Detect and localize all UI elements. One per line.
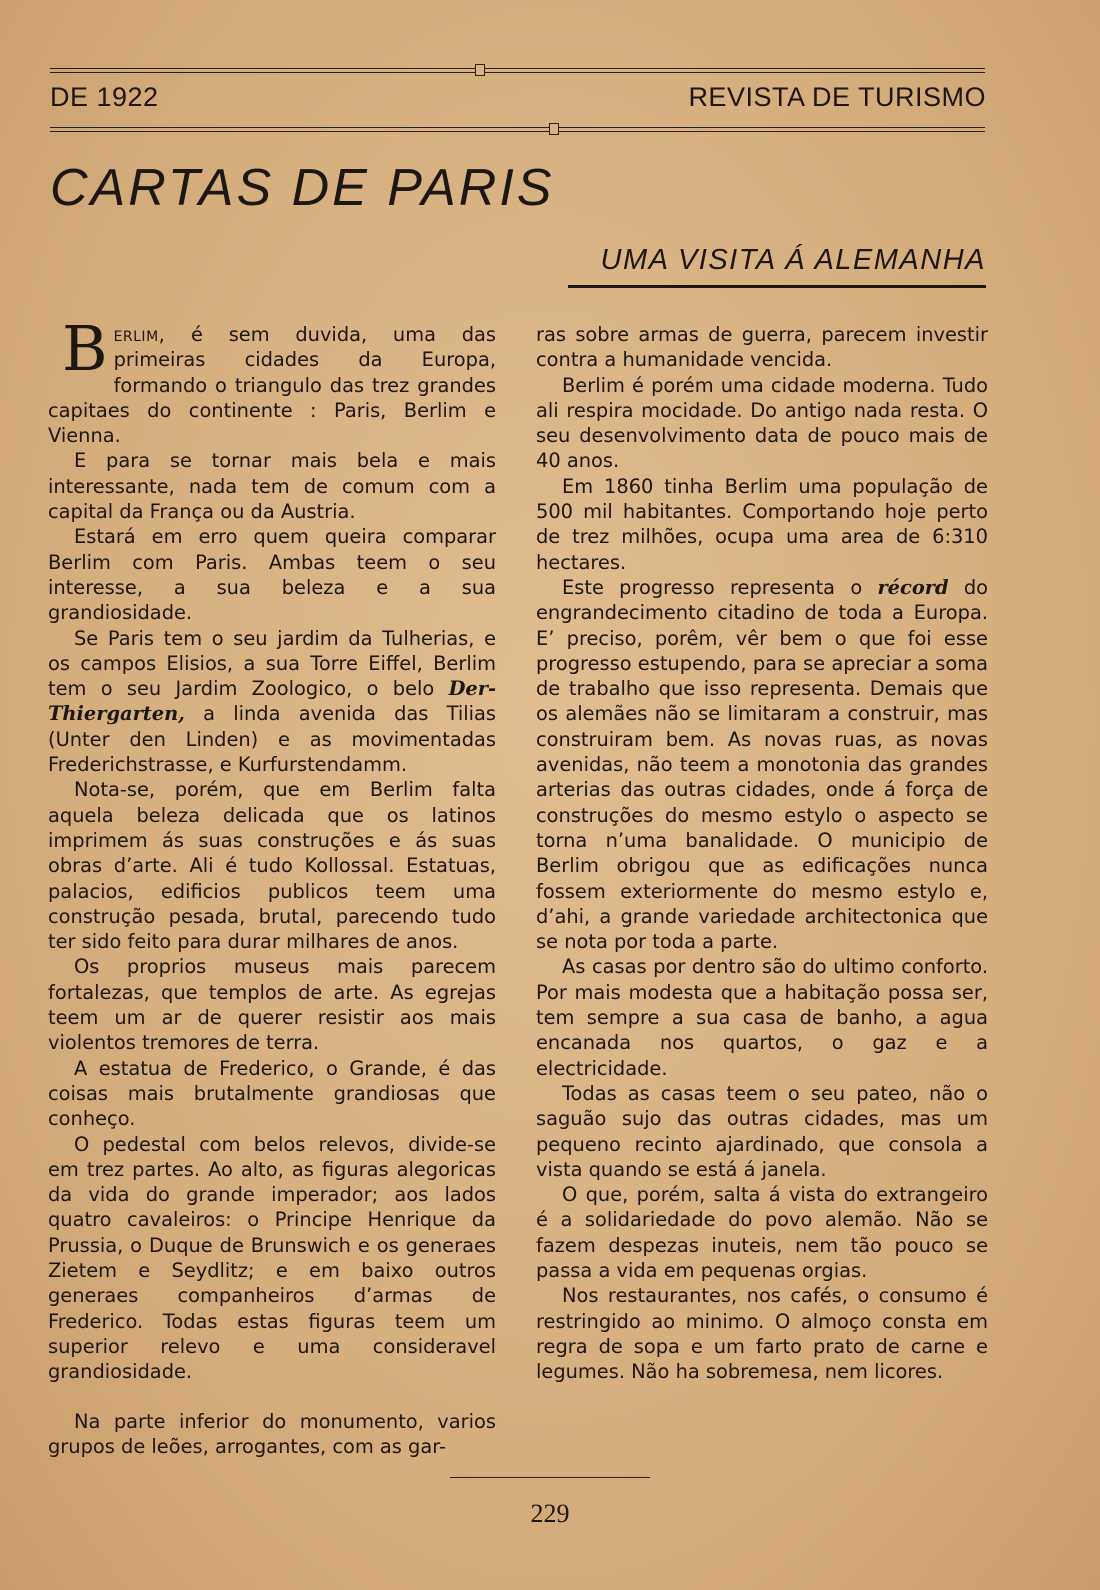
paragraph: Em 1860 tinha Berlim uma população de 500 mil habitantes. Comportando hoje perto de trez milhões, ocupa uma area de 6:310 hectares. [536, 474, 988, 574]
header-date: DE 1922 [50, 82, 159, 112]
emphasis-text: récord [877, 575, 949, 599]
paragraph: O que, porém, salta á vista do extrangeiro é a solidariedade do povo alemão. Não se fazem despezas inuteis, nem tão pouco se passa a vida em pequenas orgias. [536, 1183, 988, 1282]
page-number: 229 [530, 1499, 570, 1528]
paragraph-text: Na parte inferior do monumento, varios grupos de leões, arrogantes, com as gar- [48, 1410, 496, 1459]
paragraph: E para se tornar mais bela e mais interessante, nada tem de comum com a capital da França ou da Austria. [48, 449, 496, 524]
paragraph: Estará em erro quem queira comparar Berlim com Paris. Ambas teem o seu interesse, a sua beleza e a sua grandiosidade. [48, 525, 496, 625]
paragraph-text: Se Paris tem o seu jardim da Tulherias, e os campos Elisios, a sua Torre Eiffel, Berlim tem o seu Jardim Zoologico, o belo [48, 626, 496, 701]
paragraph: Os proprios museus mais parecem fortalezas, que templos de arte. As egrejas teem um ar de querer resistir aos mais violentos tremores de terra. [48, 955, 496, 1055]
paragraph-text: do engrandecimento citadino de toda a Europa. E’ preciso, porêm, vêr bem o que foi esse progresso estupendo, para se apreciar a soma de trabalho que isso representa. Demais que os alemães não se limitaram a construir, mas construiram bem. As novas ruas, as novas avenidas, não teem a monotonia das grandes arterias das outras cidades, onde á força de construções do mesmo estylo o aspecto se torna n’uma banalidade. O municipio de Berlim obrigou que as edificações nunca fossem exteriormente do mesmo estylo e, d’ahi, a grande variedade architectonica que se nota por toda a parte. [536, 575, 988, 954]
paragraph: Nota-se, porém, que em Berlim falta aquela beleza delicada que os latinos imprimem ás suas construções e ás suas obras d’arte. Ali é tudo Kollossal. Estatuas, palacios, edificios publicos teem uma construção pesada, brutal, parecendo tudo ter sido feito para durar milhares de anos. [48, 778, 496, 954]
text-column-left-end [48, 1409, 496, 1460]
header-top-ornament [475, 64, 485, 76]
paragraph-text: Este progresso representa o [562, 575, 878, 599]
text-column-left [48, 312, 496, 1384]
paragraph-continued [536, 322, 988, 373]
paragraph-continued [48, 1409, 496, 1460]
article-title: CARTAS DE PARIS [50, 159, 555, 217]
paragraph: A estatua de Frederico, o Grande, é das coisas mais brutalmente grandiosas que conheço. [48, 1056, 496, 1131]
paragraph-text: é sem duvida, uma das primeiras cidades da Europa, formando o triangulo das trez grandes capitaes do continente : Paris, Berlim e Vienna. [48, 323, 496, 448]
paragraph [536, 575, 988, 954]
article-subtitle: UMA VISITA Á ALEMANHA [600, 244, 986, 276]
paragraph: Nos restaurantes, nos cafés, o consumo é restringido ao minimo. O almoço consta em regra de sopa e um farto prato de carne e legumes. Não ha sobremesa, nem licores. [536, 1284, 988, 1384]
emphasis-text: Der-Thiergarten, [48, 677, 496, 726]
paragraph: O pedestal com belos relevos, divide-se em trez partes. Ao alto, as figuras alegoricas da vida do grande imperador; aos lados quatro cavaleiros: o Principe Henrique da Prussia, o Duque de Brunswich e os generaes Zietem e Seydlitz; e em baixo outros generaes companheiros d’armas de Frederico. Todas estas figuras teem um superior relevo e uma consideravel grandiosidade. [48, 1132, 496, 1384]
text-column-right [536, 322, 988, 1384]
header-bottom-ornament [549, 123, 559, 135]
header-bottom-rule [50, 127, 985, 132]
paragraph [48, 626, 496, 778]
footer-rule [450, 1477, 650, 1478]
subtitle-underline [568, 285, 986, 288]
paragraph [48, 312, 496, 448]
paragraph: Todas as casas teem o seu pateo, não o saguão sujo das outras cidades, mas um pequeno recinto ajardinado, que consola a vista quando se está á janela. [536, 1081, 988, 1181]
header-top-rule [50, 68, 985, 73]
lead-word: erlim, [113, 323, 166, 346]
header-publication: REVISTA DE TURISMO [688, 82, 986, 112]
paragraph: Berlim é porém uma cidade moderna. Tudo ali respira mocidade. Do antigo nada resta. O seu desenvolvimento data de pouco mais de 40 anos. [536, 373, 988, 473]
paragraph: As casas por dentro são do ultimo conforto. Por mais modesta que a habitação possa ser, tem sempre a sua casa de banho, a agua encanada nos quartos, o gaz e a electricidade. [536, 955, 988, 1080]
paragraph-text: a linda avenida das Tilias (Unter den Linden) e as movimentadas Frederichstrasse, e Kurfurstendamm. [48, 702, 496, 777]
paragraph-text: ras sobre armas de guerra, parecem investir contra a humanidade vencida. [536, 323, 988, 372]
drop-cap: B [62, 312, 108, 385]
